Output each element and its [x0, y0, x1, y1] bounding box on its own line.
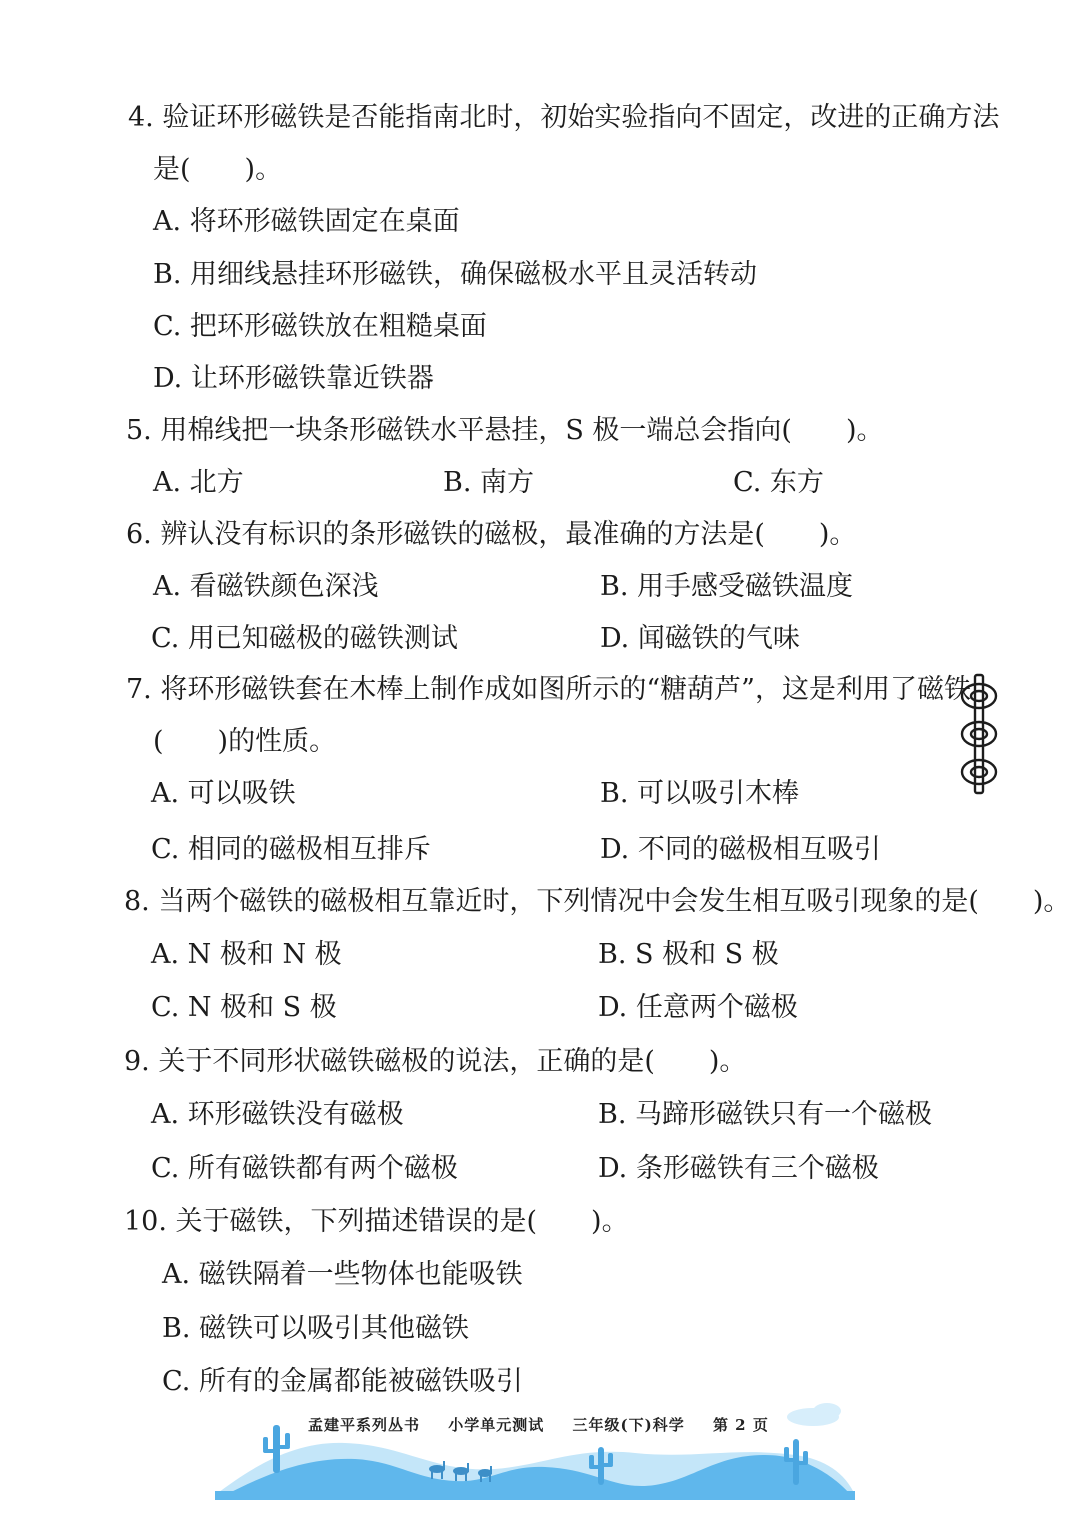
question-5-option-c: C. 东方 — [733, 467, 824, 498]
footer-desert-decoration — [215, 1395, 855, 1500]
question-6-text: 6. 辨认没有标识的条形磁铁的磁极，最准确的方法是( )。 — [126, 519, 857, 550]
question-7-option-b: B. 可以吸引木棒 — [600, 778, 800, 809]
question-4-text: 4. 验证环形磁铁是否能指南北时，初始实验指向不固定，改进的正确方法 — [128, 102, 1000, 133]
question-4-option-c: C. 把环形磁铁放在粗糙桌面 — [153, 311, 487, 342]
question-8-option-b: B. S 极和 S 极 — [598, 939, 779, 970]
question-7-option-d: D. 不同的磁极相互吸引 — [600, 834, 881, 865]
cloud-icon — [787, 1403, 841, 1426]
question-6-option-b: B. 用手感受磁铁温度 — [600, 571, 854, 602]
question-8-option-c: C. N 极和 S 极 — [151, 992, 337, 1023]
question-8-option-a: A. N 极和 N 极 — [151, 939, 342, 970]
question-5-option-b: B. 南方 — [443, 467, 535, 498]
question-5-text: 5. 用棉线把一块条形磁铁水平悬挂，S 极一端总会指向( )。 — [126, 415, 884, 446]
question-4-option-d: D. 让环形磁铁靠近铁器 — [153, 363, 434, 394]
question-6-option-d: D. 闻磁铁的气味 — [600, 623, 800, 654]
question-5-option-a: A. 北方 — [153, 467, 244, 498]
question-8-text: 8. 当两个磁铁的磁极相互靠近时，下列情况中会发生相互吸引现象的是( )。 — [124, 886, 1071, 917]
question-4-option-b: B. 用细线悬挂环形磁铁，确保磁极水平且灵活转动 — [153, 259, 758, 290]
question-7-option-c: C. 相同的磁极相互排斥 — [151, 834, 431, 865]
footer-book: 小学单元测试 — [448, 1416, 545, 1434]
question-4-text-cont: 是( )。 — [153, 154, 283, 185]
question-6-option-c: C. 用已知磁极的磁铁测试 — [151, 623, 458, 654]
footer-series: 孟建平系列丛书 — [308, 1416, 421, 1434]
question-7-text: 7. 将环形磁铁套在木棒上制作成如图所示的“糖葫芦”，这是利用了磁铁 — [126, 674, 971, 705]
question-9-option-a: A. 环形磁铁没有磁极 — [151, 1099, 404, 1130]
question-8-option-d: D. 任意两个磁极 — [598, 992, 798, 1023]
question-6-option-a: A. 看磁铁颜色深浅 — [153, 571, 379, 602]
question-9-option-b: B. 马蹄形磁铁只有一个磁极 — [598, 1099, 933, 1130]
question-9-option-c: C. 所有磁铁都有两个磁极 — [151, 1153, 458, 1184]
ring-magnets-on-stick-icon — [955, 672, 1003, 798]
question-10-option-b: B. 磁铁可以吸引其他磁铁 — [162, 1313, 470, 1344]
question-9-text: 9. 关于不同形状磁铁磁极的说法，正确的是( )。 — [124, 1046, 747, 1077]
footer — [308, 1414, 791, 1435]
question-9-option-d: D. 条形磁铁有三个磁极 — [598, 1153, 879, 1184]
footer-page-number: 第 2 页 — [712, 1416, 769, 1434]
question-4-option-a: A. 将环形磁铁固定在桌面 — [153, 206, 460, 237]
question-7-text-cont: ( )的性质。 — [153, 726, 337, 757]
question-10-option-a: A. 磁铁隔着一些物体也能吸铁 — [162, 1259, 523, 1290]
question-10-text: 10. 关于磁铁，下列描述错误的是( )。 — [124, 1206, 629, 1237]
question-7-option-a: A. 可以吸铁 — [151, 778, 296, 809]
footer-subject: 三年级(下)科学 — [572, 1416, 685, 1434]
question-10-option-c: C. 所有的金属都能被磁铁吸引 — [162, 1366, 523, 1397]
